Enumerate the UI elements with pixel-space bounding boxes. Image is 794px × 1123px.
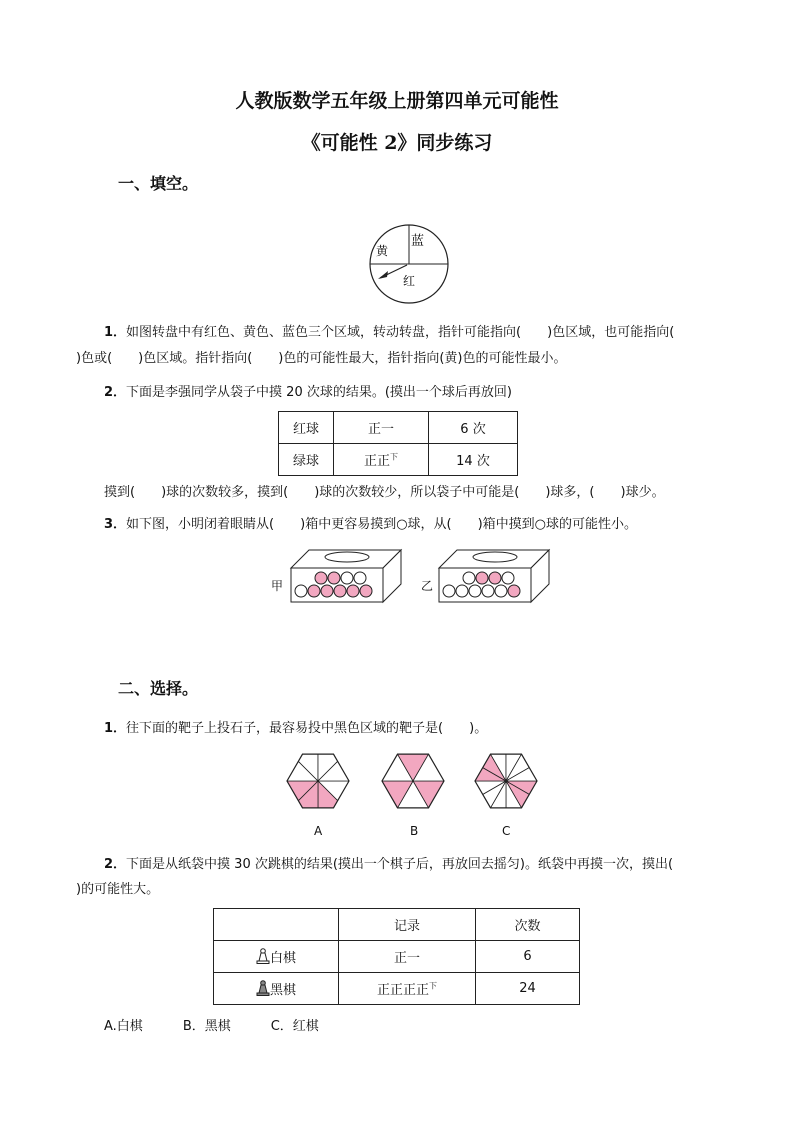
table-cell [214,941,339,973]
ball-record-table [278,411,518,476]
tally-partial: 下 [390,452,398,462]
question-2-2-cont: )的可能性大。 [76,882,160,897]
table-row [279,412,518,444]
question-text: 下面是从纸袋中摸 30 次跳棋的结果(摸出一个棋子后，再放回去摇匀)。纸袋中再摸一次，摸出( [126,857,674,872]
question-1-2 [104,380,512,406]
ball [334,585,346,597]
question-2-2 [104,852,673,878]
table-row [214,941,580,973]
question-text: 如图转盘中有红色、黄色、蓝色三个区域，转动转盘，指针可能指向( )色区域，也可能指向( [126,325,675,340]
page-title: 人教版数学五年级上册第四单元可能性 [235,90,559,112]
table-cell [339,973,476,1005]
table-row [279,444,518,476]
page-subtitle: 《可能性 2》同步练习 [301,132,493,154]
table-cell [334,444,429,476]
ball [469,585,481,597]
ball [328,572,340,584]
tally-text: 正正 [363,454,390,469]
ball [308,585,320,597]
target-a-hexagon [283,751,353,811]
white-chess-piece-icon [256,948,270,964]
ball [502,572,514,584]
section-heading-fill-blank: 一、填空。 [118,174,199,193]
table-cell [214,973,339,1005]
question-2-1 [104,716,487,742]
table-header-row [214,909,580,941]
question-number: 2． [104,385,127,400]
question-number: 3． [104,517,127,532]
question-number: 1． [104,325,127,340]
ball [463,572,475,584]
ball [476,572,488,584]
table-cell: 6 次 [429,412,518,444]
spinner-diagram [364,223,454,305]
question-1-2-answer: 摸到( )球的次数较多，摸到( )球的次数较少，所以袋子中可能是( )球多，( )球少。 [104,485,665,500]
ball [508,585,520,597]
table-cell: 红球 [279,412,334,444]
table-header-cell: 次数 [476,909,580,941]
spinner-label-red: 红 [403,274,416,288]
ball [495,585,507,597]
choice-list [104,1015,319,1034]
row-label: 白棋 [269,951,296,966]
table-cell: 绿球 [279,444,334,476]
ball [360,585,372,597]
option-label-a: A [314,824,323,838]
choice-b: B．黑棋 [182,1019,231,1034]
question-1-1 [104,320,724,346]
box-a-diagram [289,548,403,604]
table-row [214,973,580,1005]
question-number: 2． [104,857,127,872]
question-1-1-cont: )色或( )色区域。指针指向( )色的可能性最大，指针指向(黄)色的可能性最小。 [76,351,567,366]
tally-text: 正正正正 [376,983,429,998]
row-label: 黑棋 [269,983,296,998]
target-c-hexagon [471,751,541,811]
choice-c: C．红棋 [270,1019,319,1034]
ball [295,585,307,597]
chess-record-table [213,908,580,1005]
ball [315,572,327,584]
ball [341,572,353,584]
black-chess-piece-icon [256,980,270,996]
table-cell: 14 次 [429,444,518,476]
table-header-cell [214,909,339,941]
table-cell: 6 [476,941,580,973]
choice-a: A.白棋 [104,1019,143,1034]
question-text: 如下图，小明闭着眼睛从( )箱中更容易摸到○球，从( )箱中摸到○球的可能性小。 [126,517,638,532]
table-cell: 正一 [334,412,429,444]
box-b-diagram [437,548,551,604]
question-text: 往下面的靶子上投石子，最容易投中黑色区域的靶子是( )。 [126,721,488,736]
section-heading-choice: 二、选择。 [118,679,199,698]
table-header-cell: 记录 [339,909,476,941]
ball [489,572,501,584]
tally-partial: 下 [429,981,437,991]
ball [347,585,359,597]
option-label-b: B [410,824,419,838]
ball [354,572,366,584]
question-number: 1． [104,721,127,736]
option-label-c: C [502,824,511,838]
ball [321,585,333,597]
table-cell: 正一 [339,941,476,973]
spinner-label-yellow: 黄 [376,244,389,258]
ball [456,585,468,597]
question-1-3 [104,512,637,538]
question-text: 下面是李强同学从袋子中摸 20 次球的结果。(摸出一个球后再放回) [126,385,512,400]
spinner-label-blue: 蓝 [411,234,425,249]
box-b-label: 乙 [421,579,434,593]
ball [482,585,494,597]
table-cell: 24 [476,973,580,1005]
ball [443,585,455,597]
box-a-label: 甲 [271,579,284,593]
target-b-hexagon [378,751,448,811]
